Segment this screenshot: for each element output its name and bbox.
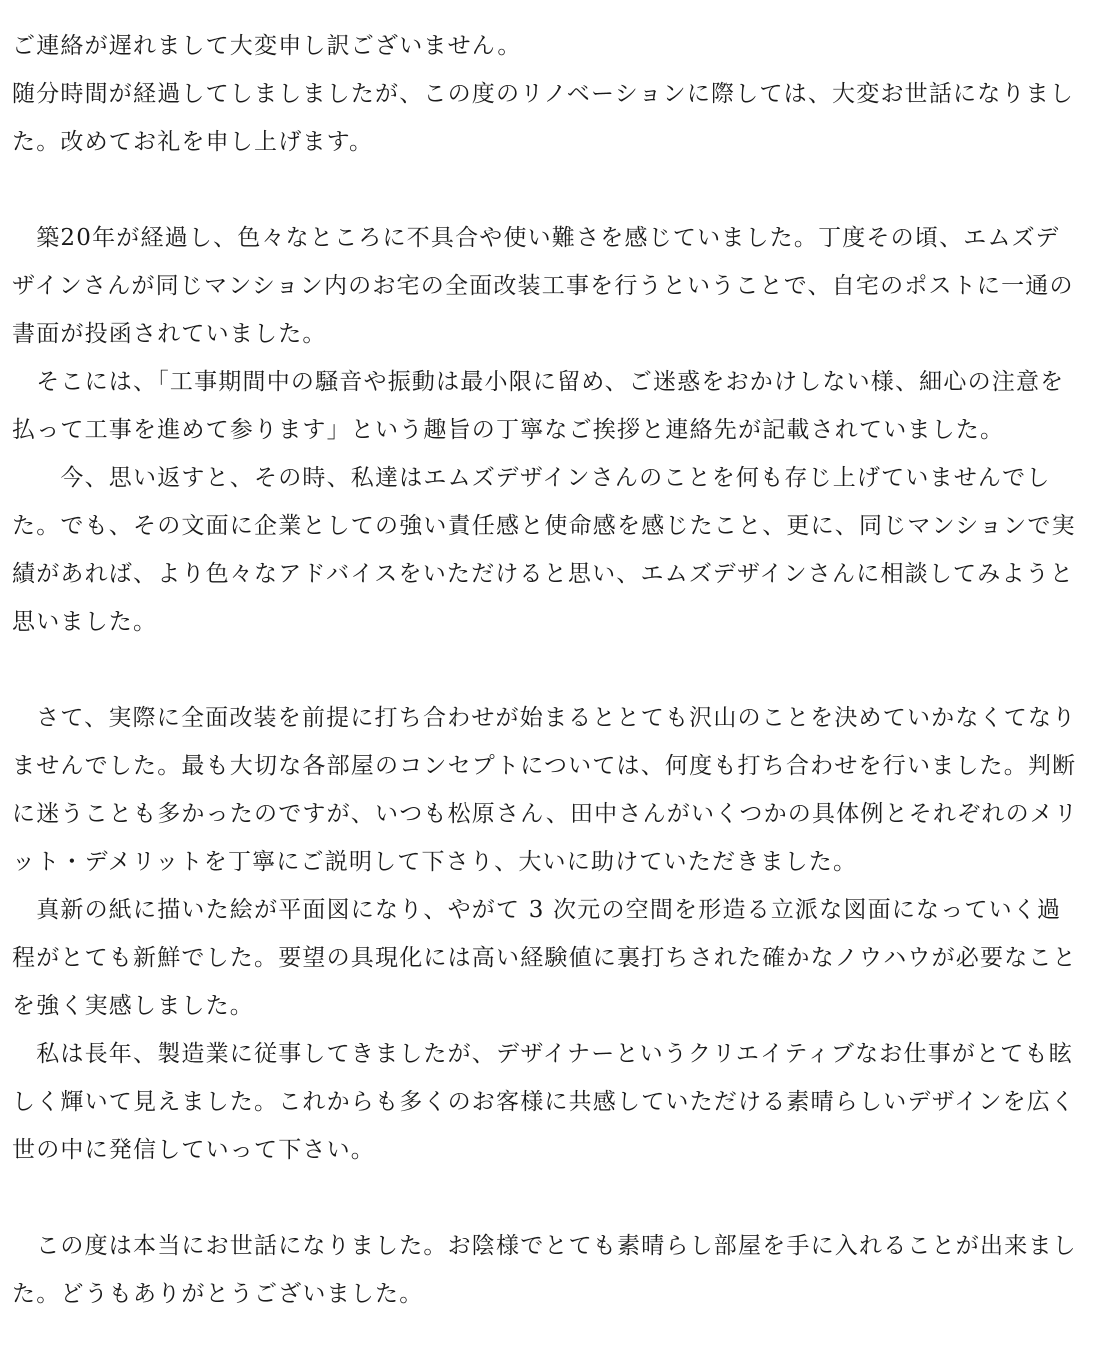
notice-paragraph: そこには、「工事期間中の騒音や振動は最小限に留め、ご迷惑をおかけしない様、細心の注意を払って工事を進めて参ります」という趣旨の丁寧なご挨拶と連絡先が記載されていました。 (12, 369, 1065, 443)
apology-paragraph: ご連絡が遅れまして大変申し訳ございません。 (12, 33, 522, 59)
decision-paragraph: 今、思い返すと、その時、私達はエムズデザインさんのことを何も存じ上げていませんでした。でも、その文面に企業としての強い責任感と使命感を感じたこと、更に、同じマンションで実績があれば、より色々なアドバイスをいただけると思い、エムズデザインさんに相談してみようと思いました。 (12, 465, 1076, 635)
meetings-paragraph: さて、実際に全面改装を前提に打ち合わせが始まるととても沢山のことを決めていかなくてなりませんでした。最も大切な各部屋のコンセプトについては、何度も打ち合わせを行いました。判断に迷うことも多かったのですが、いつも松原さん、田中さんがいくつかの具体例とそれぞれのメリット・デメリットを丁寧にご説明して下さり、大いに助けていただきました。 (12, 705, 1079, 875)
letter-document (12, 22, 1082, 1318)
drawings-paragraph: 真新の紙に描いた絵が平面図になり、やがて 3 次元の空間を形造る立派な図面になっていく過程がとても新鮮でした。要望の具現化には高い経験値に裏打ちされた確かなノウハウが必要なことを強く実感しました。 (12, 897, 1077, 1019)
paragraph-spacer (12, 646, 1082, 694)
thanks-paragraph: 随分時間が経過してしましましたが、この度のリノベーションに際しては、大変お世話になりました。改めてお礼を申し上げます。 (12, 81, 1075, 155)
paragraph-spacer (12, 1174, 1082, 1222)
background-paragraph: 築20年が経過し、色々なところに不具合や使い難さを感じていました。丁度その頃、エムズデザインさんが同じマンション内のお宅の全面改装工事を行うということで、自宅のポストに一通の書面が投函されていました。 (12, 225, 1074, 347)
paragraph-spacer (12, 166, 1082, 214)
design-paragraph: 私は長年、製造業に従事してきましたが、デザイナーというクリエイティブなお仕事がとても眩しく輝いて見えました。これからも多くのお客様に共感していただける素晴らしいデザインを広く世の中に発信していって下さい。 (12, 1041, 1076, 1163)
closing-paragraph: この度は本当にお世話になりました。お陰様でとても素晴らし部屋を手に入れることが出来ました。どうもありがとうございました。 (12, 1233, 1077, 1307)
